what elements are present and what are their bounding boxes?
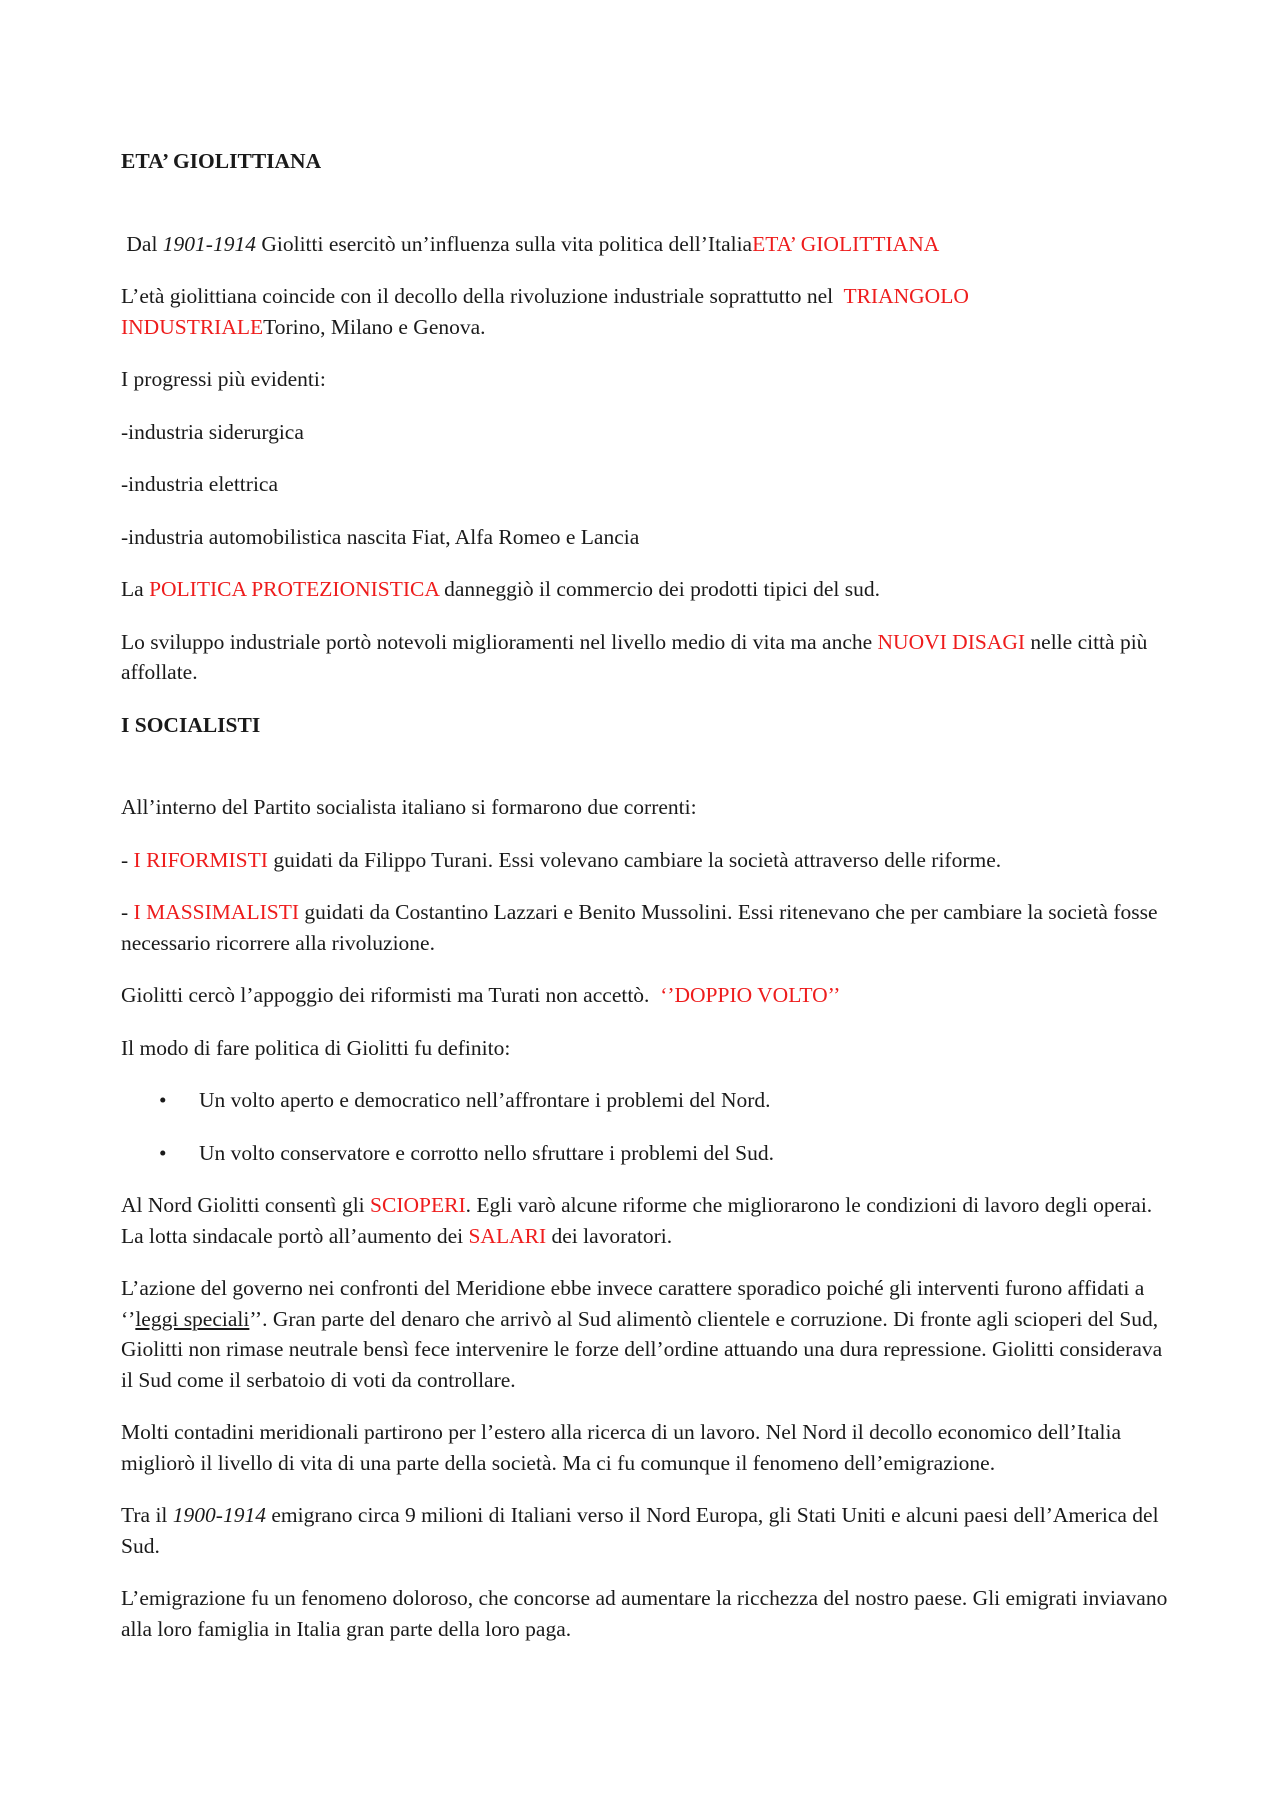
paragraph-doppio-volto: Giolitti cercò l’appoggio dei riformisti ma Turati non accettò. ‘’DOPPIO VOLTO’’ [121, 983, 841, 1007]
list-item-elettrica: -industria elettrica [121, 472, 278, 496]
keyword-scioperi: SCIOPERI [370, 1193, 466, 1217]
keyword-riformisti: I RIFORMISTI [133, 847, 268, 872]
paragraph-emigrazione: Molti contadini meridionali partirono per l’estero alla ricerca di un lavoro. Nel Nord il decollo economico dell’Italia migliorò il livello di vita di una parte della società. Ma ci fu comunque il fenomeno dell’emigrazione. [121, 1420, 1122, 1475]
bullet-item: • Un volto conservatore e corrotto nello sfruttare i problemi del Sud. [121, 1138, 1171, 1169]
section-title-socialisti: I SOCIALISTI [121, 712, 261, 737]
paragraph-nord-scioperi: Al Nord Giolitti consentì gli SCIOPERI. Egli varò alcune riforme che migliorarono le condizioni di lavoro degli operai. La lotta sindacale portò all’aumento dei SALARI dei lavoratori. [121, 1193, 1153, 1248]
paragraph-definition: Il modo di fare politica di Giolitti fu definito: [121, 1035, 511, 1060]
keyword-doppio-volto: ‘’DOPPIO VOLTO’’ [660, 983, 841, 1007]
paragraph-development: Lo sviluppo industriale portò notevoli miglioramenti nel livello medio di vita ma anche NUOVI DISAGI nelle città più affollate. [121, 629, 1148, 684]
underlined-leggi-speciali: leggi speciali [135, 1306, 250, 1331]
bullet-list [121, 1085, 1171, 1168]
keyword-triangolo-industriale: TRIANGOLO INDUSTRIALE [121, 284, 969, 339]
paragraph-industrial-revolution: L’età giolittiana coincide con il decollo della rivoluzione industriale soprattutto nel TRIANGOLO INDUSTRIALETorino, Milano e Genova. [121, 284, 969, 339]
section-title-eta-giolittiana: ETA’ GIOLITTIANA [121, 149, 322, 173]
bullet-icon: • [159, 1088, 167, 1112]
paragraph-progress-intro: I progressi più evidenti: [121, 367, 326, 391]
years-1901-1914: 1901-1914 [162, 231, 256, 256]
paragraph-protectionism: La POLITICA PROTEZIONISTICA danneggiò il commercio dei prodotti tipici del sud. [121, 577, 880, 601]
years-1900-1914: 1900-1914 [172, 1503, 266, 1527]
keyword-politica-protezionistica: POLITICA PROTEZIONISTICA [149, 577, 439, 601]
bullet-icon: • [159, 1140, 167, 1165]
keyword-nuovi-disagi: NUOVI DISAGI [877, 629, 1026, 654]
keyword-salari: SALARI [468, 1223, 547, 1248]
list-item-siderurgica: -industria siderurgica [121, 419, 304, 444]
document-body [121, 146, 1171, 1666]
list-item-automobilistica: -industria automobilistica nascita Fiat, Alfa Romeo e Lancia [121, 524, 640, 549]
paragraph-dates: Dal 1901-1914 Giolitti esercitò un’influenza sulla vita politica dell’ItaliaETA’ GIOLITTIANA [121, 231, 940, 256]
keyword-eta-giolittiana: ETA’ GIOLITTIANA [752, 231, 940, 256]
paragraph-massimalisti: - I MASSIMALISTI guidati da Costantino Lazzari e Benito Mussolini. Essi ritenevano che per cambiare la società fosse necessario ricorrere alla rivoluzione. [121, 900, 1158, 955]
bullet-item: • Un volto aperto e democratico nell’affrontare i problemi del Nord. [121, 1085, 1171, 1116]
keyword-massimalisti: I MASSIMALISTI [133, 900, 299, 924]
paragraph-meridione: L’azione del governo nei confronti del Meridione ebbe invece carattere sporadico poiché gli interventi furono affidati a ‘’leggi speciali’’. Gran parte del denaro che arrivò al Sud alimentò clientele e corruzione. Di fronte agli scioperi del Sud, Giolitti non rimase neutrale bensì fece intervenire le forze dell’ordine attuando una dura repressione. Giolitti considerava il Sud come il serbatoio di voti da controllare. [121, 1276, 1163, 1392]
paragraph-socialist-party: All’interno del Partito socialista italiano si formarono due correnti: [121, 795, 697, 819]
paragraph-emigration-effects: L’emigrazione fu un fenomeno doloroso, che concorse ad aumentare la ricchezza del nostro paese. Gli emigrati inviavano alla loro famiglia in Italia gran parte della loro paga. [121, 1586, 1168, 1641]
paragraph-migration-numbers: Tra il 1900-1914 emigrano circa 9 milioni di Italiani verso il Nord Europa, gli Stati Uniti e alcuni paesi dell’America del Sud. [121, 1503, 1159, 1558]
paragraph-riformisti: - I RIFORMISTI guidati da Filippo Turani. Essi volevano cambiare la società attraverso delle riforme. [121, 847, 1002, 872]
